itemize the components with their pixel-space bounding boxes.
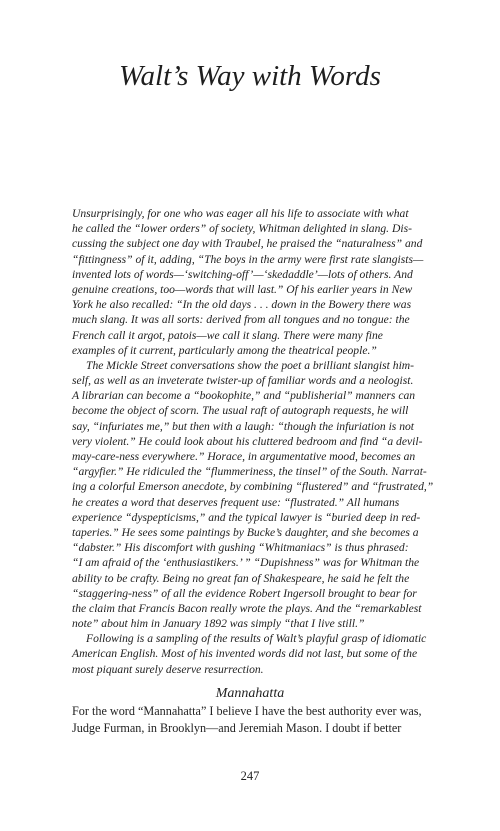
body-line: For the word “Mannahatta” I believe I have the best authority ever was, bbox=[72, 704, 422, 718]
intro-line: genuine creations, too—words that will last.” Of his earlier years in New bbox=[72, 282, 413, 296]
intro-line: “fittingness” of it, adding, “The boys in the army were first rate slangists— bbox=[72, 252, 424, 266]
entry-heading: Mannahatta bbox=[215, 686, 285, 701]
body-line: Judge Furman, in Brooklyn—and Jeremiah Mason. I doubt if better bbox=[72, 720, 402, 735]
intro-line: Following is a sampling of the results of Walt’s playful grasp of idiomatic bbox=[86, 632, 427, 646]
intro-line: ing a colorful Emerson anecdote, by combining “flustered” and “frustrated,” bbox=[72, 480, 434, 494]
intro-line: “I am afraid of the ‘enthusiastikers.’ ” “Dupishness” was for Whitman the bbox=[72, 556, 420, 570]
intro-line: American English. Most of his invented words did not last, but some of the bbox=[72, 647, 418, 661]
page-number: 247 bbox=[240, 769, 260, 783]
intro-passage bbox=[72, 206, 434, 677]
intro-line: become the object of scorn. The usual raft of autograph requests, he will bbox=[72, 404, 409, 418]
intro-line: invented lots of words—‘switching-off’—‘skedaddle’—lots of others. And bbox=[72, 267, 413, 281]
intro-line: The Mickle Street conversations show the poet a brilliant slangist him- bbox=[86, 358, 415, 372]
intro-line: Unsurprisingly, for one who was eager all his life to associate with what bbox=[72, 207, 409, 220]
intro-line: examples of it current, particularly among the theatrical people.” bbox=[72, 343, 377, 357]
intro-line: “staggering-ness” of all the evidence Robert Ingersoll brought to bear for bbox=[72, 586, 417, 600]
intro-line: York he also recalled: “In the old days . . . down in the Bowery there was bbox=[72, 298, 412, 312]
intro-line: A librarian can become a “bookophite,” and “publisherial” manners can bbox=[72, 389, 416, 403]
intro-line: most piquant surely deserve resurrection. bbox=[72, 662, 264, 676]
intro-line: the claim that Francis Bacon really wrote the plays. And the “remarkablest bbox=[72, 601, 422, 615]
intro-line: may-care-ness everywhere.” Horace, in argumentative mood, becomes an bbox=[72, 450, 416, 463]
intro-line: very violent.” He could look about his cluttered bedroom and find “a devil- bbox=[72, 434, 423, 448]
intro-line: French call it argot, patois—we call it slang. There were many fine bbox=[72, 328, 383, 342]
intro-line: taperies.” He sees some paintings by Bucke’s daughter, and she becomes a bbox=[72, 525, 419, 539]
intro-line: ability to be crafty. Being no great fan of Shakespeare, he said he felt the bbox=[72, 571, 410, 585]
entry-body bbox=[72, 703, 434, 736]
intro-line: he creates a word that deserves frequent use: “flustrated.” All humans bbox=[72, 495, 400, 509]
intro-line: self, as well as an inveterate twister-up of familiar words and a neologist. bbox=[72, 374, 414, 388]
intro-line: he called the “lower orders” of society, Whitman delighted in slang. Dis- bbox=[72, 222, 412, 236]
intro-line: experience “dyspepticisms,” and the typical lawyer is “buried deep in red- bbox=[72, 510, 421, 524]
intro-line: note” about him in January 1892 was simply “that I live still.” bbox=[72, 617, 365, 631]
intro-line: “argyfier.” He ridiculed the “flummeriness, the tinsel” of the South. Narrat- bbox=[72, 465, 427, 479]
intro-line: “dabster.” His discomfort with gushing “Whitmaniacs” is thus phrased: bbox=[72, 541, 409, 555]
intro-line: say, “infuriates me,” but then with a laugh: “though the infuriation is not bbox=[72, 419, 415, 433]
chapter-title: Walt’s Way with Words bbox=[119, 60, 381, 92]
intro-line: much slang. It was all sorts: derived from all tongues and no tongue: the bbox=[72, 313, 410, 327]
intro-line: cussing the subject one day with Traubel, he praised the “naturalness” and bbox=[72, 237, 423, 251]
